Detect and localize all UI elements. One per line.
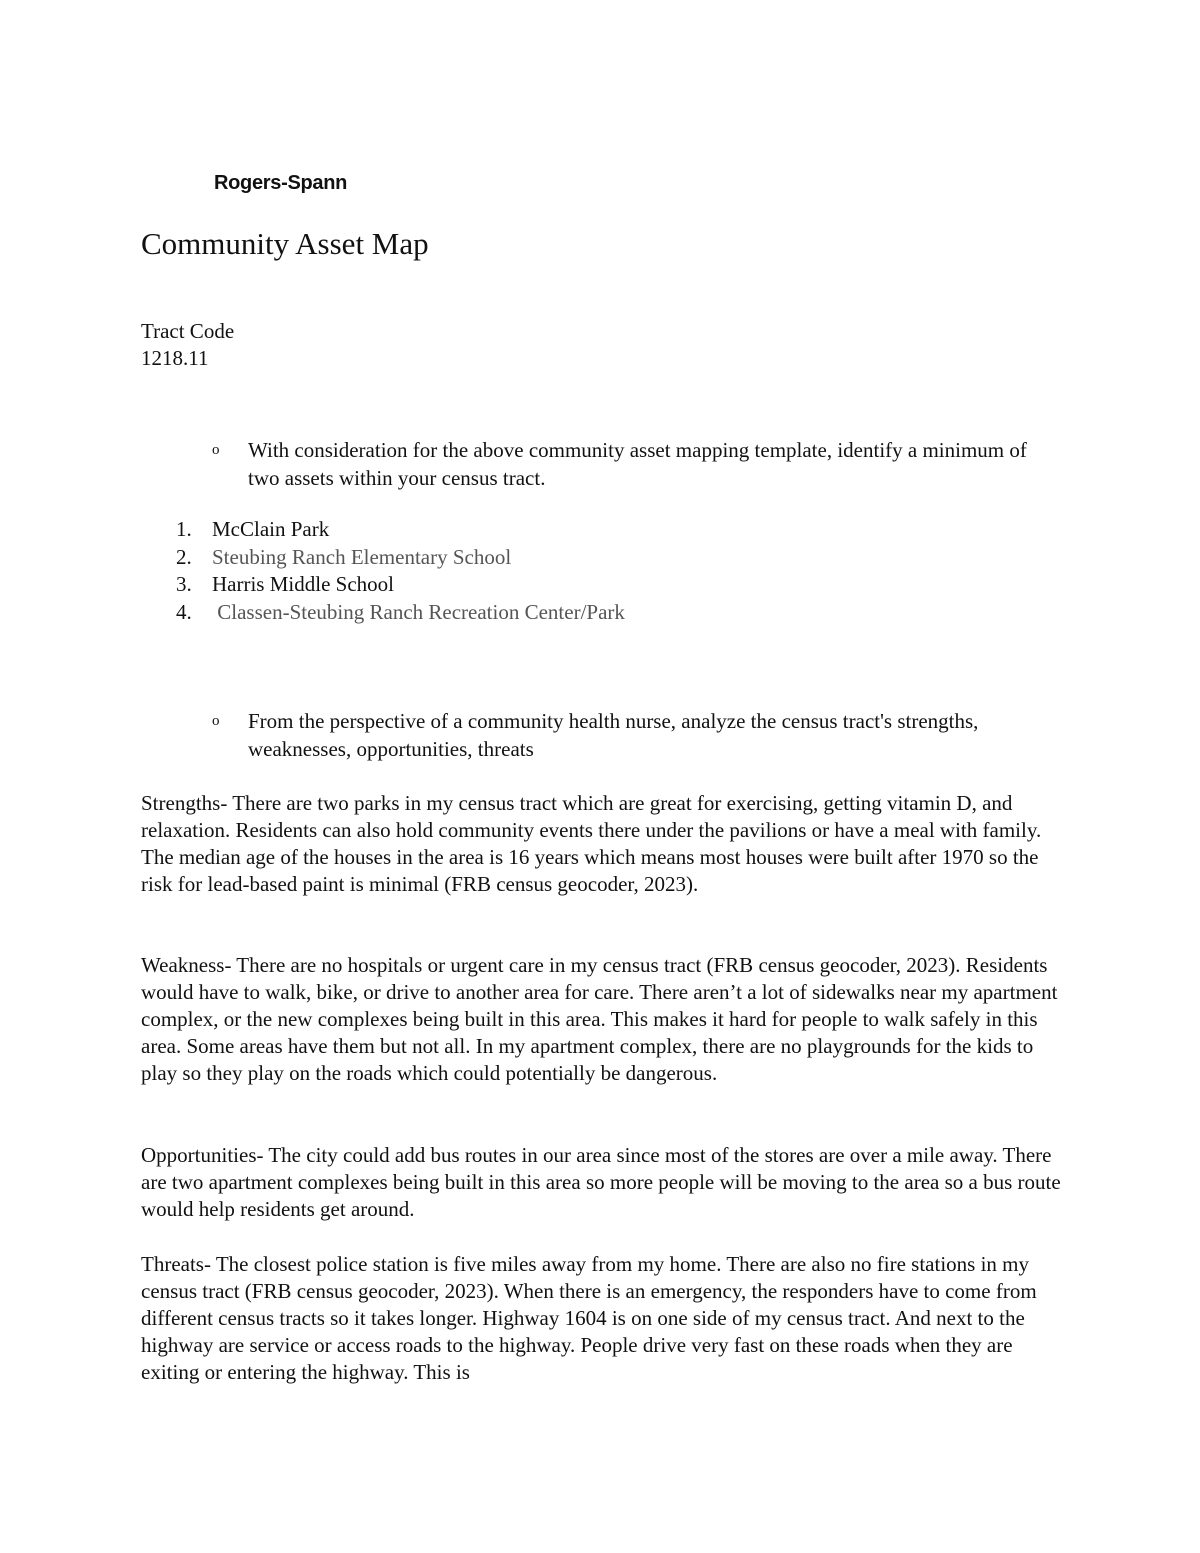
strengths-paragraph: Strengths- There are two parks in my census tract which are great for exercising, getting vitamin D, and relaxation. Residents can also hold community events there under the pavilions or have a meal with family. The median age of the houses in the area is 16 years which means most houses were built after 1970 so the risk for lead-based paint is minimal (FRB census geocoder, 2023). [141, 791, 1042, 896]
list-item [176, 571, 625, 599]
list-item-number: 2. [176, 544, 192, 569]
prompt-swot-text: From the perspective of a community health nurse, analyze the census tract's strengths, weaknesses, opportunities, threats [248, 709, 979, 761]
prompt-swot [212, 707, 1032, 763]
list-item-text: Steubing Ranch Elementary School [212, 544, 512, 569]
tract-code-label: Tract Code [141, 319, 235, 343]
author-header: Rogers-Spann [214, 172, 348, 194]
weakness-paragraph: Weakness- There are no hospitals or urgent care in my census tract (FRB census geocoder, 2023). Residents would have to walk, bike, or drive to another area for care. There aren’t a lot of sidewalks near my apartment complex, or the new complexes being built in this area. This makes it hard for people to walk safely in this area. Some areas have them but not all. In my apartment complex, there are no playgrounds for the kids to play so they play on the roads which could potentially be dangerous. [141, 953, 1058, 1085]
list-item [176, 544, 625, 572]
opportunities-paragraph: Opportunities- The city could add bus routes in our area since most of the stores are over a mile away. There are two apartment complexes being built in this area so more people will be moving to the area so a bus route would help residents get around. [141, 1143, 1061, 1221]
list-item-text: Classen-Steubing Ranch Recreation Center/Park [212, 599, 625, 624]
threats-paragraph: Threats- The closest police station is five miles away from my home. There are also no fire stations in my census tract (FRB census geocoder, 2023). When there is an emergency, the responders have to come from different census tracts so it takes longer. Highway 1604 is on one side of my census tract. And next to the highway are service or access roads to the highway. People drive very fast on these roads when they are exiting or entering the highway. This is [141, 1252, 1037, 1384]
tract-code-value: 1218.11 [141, 346, 209, 370]
asset-list [176, 516, 625, 626]
page-title: Community Asset Map [141, 226, 429, 261]
prompt-assets [212, 436, 1032, 492]
list-item [176, 599, 625, 627]
bullet-marker: o [212, 713, 220, 729]
list-item-text: Harris Middle School [212, 572, 394, 596]
list-item-number: 4. [176, 599, 192, 624]
list-item-number: 3. [176, 572, 192, 596]
list-item [176, 516, 625, 544]
bullet-marker: o [212, 442, 220, 458]
prompt-assets-text: With consideration for the above community asset mapping template, identify a minimum of two assets within your census tract. [248, 438, 1027, 490]
list-item-text: McClain Park [212, 517, 330, 541]
list-item-number: 1. [176, 517, 192, 541]
